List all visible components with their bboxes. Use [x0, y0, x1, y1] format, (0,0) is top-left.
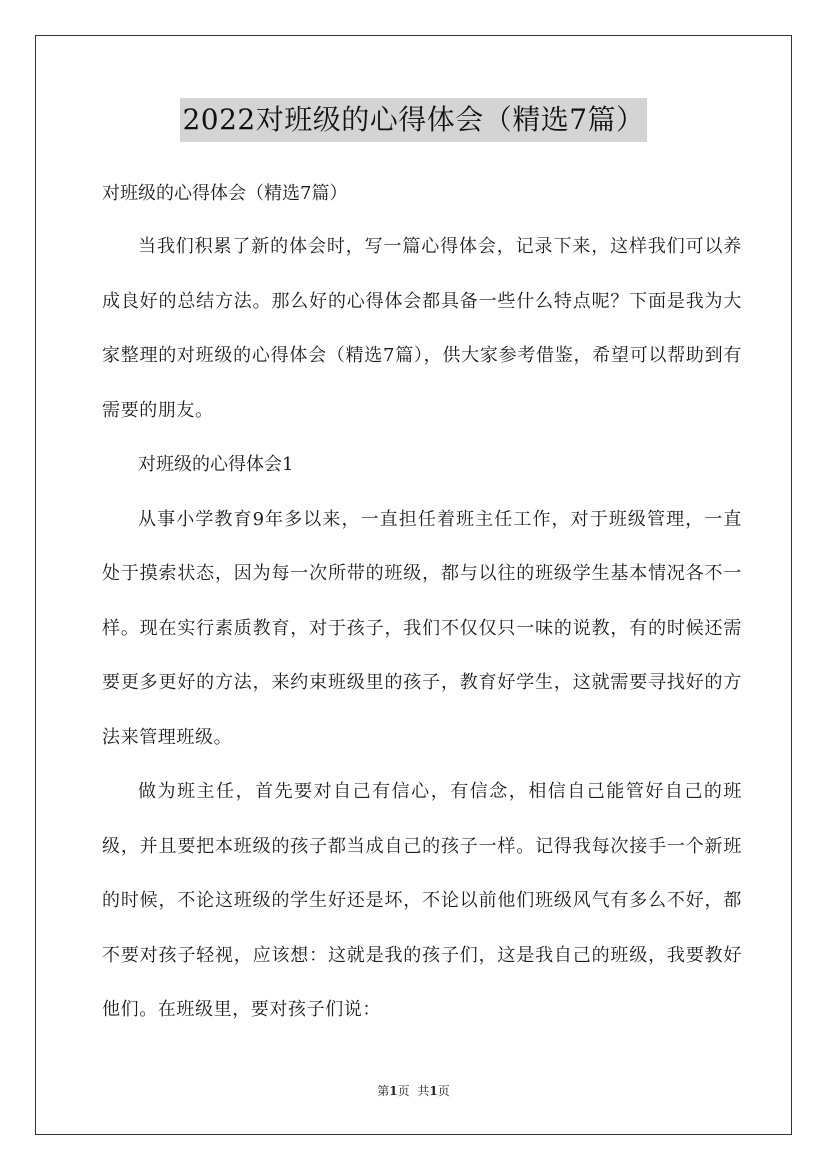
section-heading: 对班级的心得体会1 [138, 454, 294, 475]
footer-total-number: 1 [429, 1084, 438, 1098]
footer-page-suffix: 页 [397, 1084, 410, 1098]
intro-paragraph: 当我们积累了新的体会时，写一篇心得体会，记录下来，这样我们可以养成良好的总结方法。那么好的心得体会都具备一些什么特点呢？下面是我为大家整理的对班级的心得体会（精选7篇），供大家参考借鉴，希望可以帮助到有需要的朋友。 [102, 236, 742, 421]
title-container [0, 98, 827, 142]
footer-page-number: 1 [389, 1084, 398, 1098]
body-paragraph-1: 从事小学教育9年多以来，一直担任着班主任工作，对于班级管理，一直处于摸索状态，因为每一次所带的班级，都与以往的班级学生基本情况各不一样。现在实行素质教育，对于孩子，我们不仅仅只一味的说教，有的时候还需要更多更好的方法，来约束班级里的孩子，教育好学生，这就需要寻找好的方法来管理班级。 [102, 508, 742, 748]
page-footer [0, 1082, 827, 1099]
document-subtitle: 对班级的心得体会（精选7篇） [102, 183, 348, 204]
document-body [102, 168, 742, 1038]
footer-total-suffix: 页 [437, 1084, 450, 1098]
footer-total-prefix: 共 [417, 1084, 430, 1098]
body-paragraph-2: 做为班主任，首先要对自己有信心，有信念，相信自己能管好自己的班级，并且要把本班级的孩子都当成自己的孩子一样。记得我每次接手一个新班的时候，不论这班级的学生好还是坏，不论以前他们班级风气有多么不好，都不要对孩子轻视，应该想：这就是我的孩子们，这是我自己的班级，我要教好他们。在班级里，要对孩子们说： [102, 781, 742, 1020]
document-title: 2022对班级的心得体会（精选7篇） [180, 98, 646, 142]
footer-page-prefix: 第 [377, 1084, 390, 1098]
